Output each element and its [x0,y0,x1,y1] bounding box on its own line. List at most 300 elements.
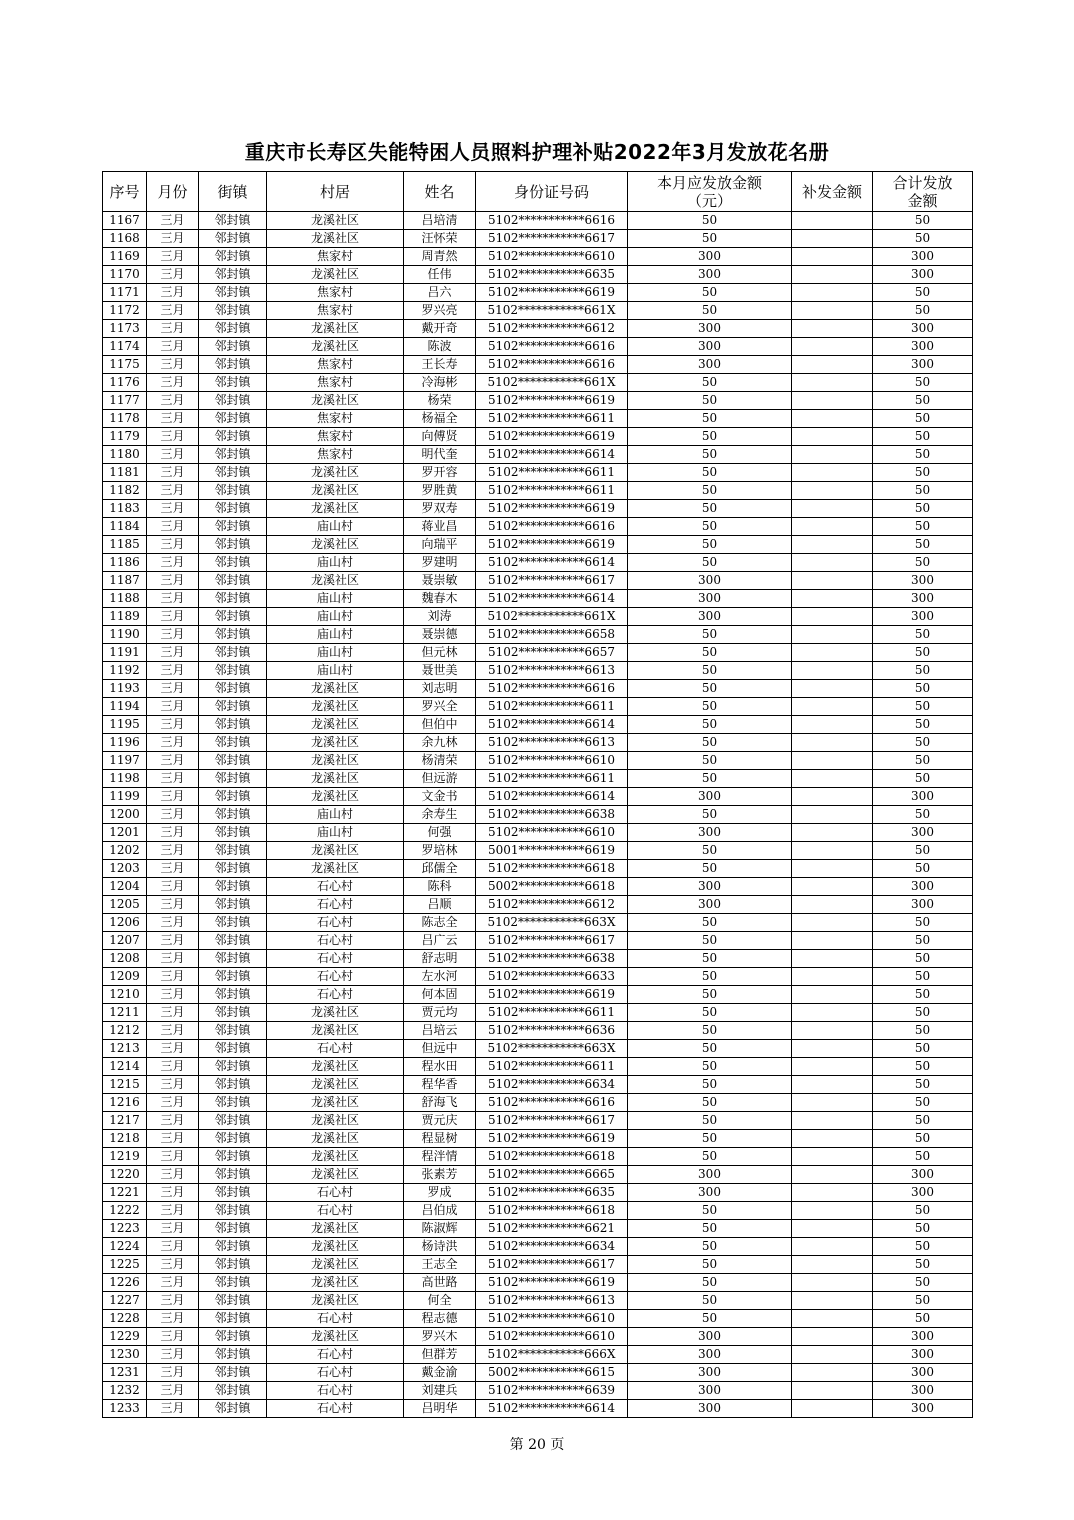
table-row [103,1076,973,1094]
cell-seq: 1183 [103,500,147,518]
cell-name: 吕六 [404,284,476,302]
cell-seq: 1210 [103,986,147,1004]
cell-supplement [792,284,873,302]
cell-supplement [792,536,873,554]
cell-town: 邻封镇 [199,248,267,266]
cell-name: 程泮情 [404,1148,476,1166]
cell-village: 庙山村 [267,662,404,680]
cell-supplement [792,392,873,410]
cell-name: 吕顺 [404,896,476,914]
cell-month: 三月 [147,464,199,482]
cell-name: 杨诗洪 [404,1238,476,1256]
cell-town: 邻封镇 [199,734,267,752]
cell-town: 邻封镇 [199,1256,267,1274]
table-row [103,302,973,320]
cell-village: 石心村 [267,1400,404,1418]
cell-id: 5102***********6614 [476,716,628,734]
header-town: 街镇 [199,172,267,212]
table-row [103,572,973,590]
cell-due-amount: 50 [628,1004,792,1022]
cell-total: 50 [873,662,973,680]
table-row [103,212,973,230]
table-row [103,788,973,806]
cell-month: 三月 [147,986,199,1004]
table-row [103,1364,973,1382]
cell-seq: 1208 [103,950,147,968]
cell-town: 邻封镇 [199,968,267,986]
table-row [103,914,973,932]
cell-village: 龙溪社区 [267,320,404,338]
cell-due-amount: 300 [628,572,792,590]
cell-seq: 1190 [103,626,147,644]
cell-month: 三月 [147,896,199,914]
cell-name: 程显树 [404,1130,476,1148]
cell-due-amount: 50 [628,1256,792,1274]
cell-village: 焦家村 [267,446,404,464]
cell-name: 刘建兵 [404,1382,476,1400]
cell-village: 庙山村 [267,806,404,824]
cell-month: 三月 [147,1202,199,1220]
cell-name: 戴开奇 [404,320,476,338]
cell-month: 三月 [147,1022,199,1040]
cell-month: 三月 [147,1400,199,1418]
cell-name: 吕明华 [404,1400,476,1418]
cell-town: 邻封镇 [199,230,267,248]
cell-town: 邻封镇 [199,752,267,770]
cell-name: 罗兴木 [404,1328,476,1346]
cell-id: 5102***********6638 [476,806,628,824]
cell-seq: 1217 [103,1112,147,1130]
cell-total: 300 [873,608,973,626]
cell-seq: 1181 [103,464,147,482]
cell-total: 50 [873,986,973,1004]
cell-town: 邻封镇 [199,1238,267,1256]
cell-month: 三月 [147,1274,199,1292]
cell-town: 邻封镇 [199,518,267,536]
cell-month: 三月 [147,1328,199,1346]
cell-month: 三月 [147,806,199,824]
table-row [103,950,973,968]
cell-id: 5102***********6611 [476,698,628,716]
cell-town: 邻封镇 [199,896,267,914]
cell-seq: 1178 [103,410,147,428]
cell-name: 陈波 [404,338,476,356]
cell-town: 邻封镇 [199,1274,267,1292]
cell-seq: 1213 [103,1040,147,1058]
cell-due-amount: 300 [628,1184,792,1202]
cell-name: 但远游 [404,770,476,788]
cell-name: 左水河 [404,968,476,986]
cell-village: 龙溪社区 [267,266,404,284]
cell-month: 三月 [147,428,199,446]
table-row [103,464,973,482]
cell-town: 邻封镇 [199,392,267,410]
cell-due-amount: 50 [628,230,792,248]
cell-due-amount: 50 [628,1274,792,1292]
cell-due-amount: 50 [628,932,792,950]
cell-town: 邻封镇 [199,860,267,878]
cell-village: 石心村 [267,914,404,932]
cell-supplement [792,1040,873,1058]
cell-month: 三月 [147,410,199,428]
cell-town: 邻封镇 [199,266,267,284]
cell-town: 邻封镇 [199,716,267,734]
cell-due-amount: 50 [628,1112,792,1130]
cell-name: 王志全 [404,1256,476,1274]
cell-id: 5102***********6612 [476,320,628,338]
cell-due-amount: 50 [628,302,792,320]
table-row [103,680,973,698]
cell-town: 邻封镇 [199,1310,267,1328]
header-total [873,172,973,212]
cell-town: 邻封镇 [199,1058,267,1076]
cell-total: 50 [873,698,973,716]
cell-total: 50 [873,302,973,320]
cell-month: 三月 [147,1040,199,1058]
cell-town: 邻封镇 [199,1022,267,1040]
cell-month: 三月 [147,590,199,608]
cell-name: 向傅贤 [404,428,476,446]
cell-seq: 1202 [103,842,147,860]
cell-total: 50 [873,464,973,482]
cell-village: 龙溪社区 [267,500,404,518]
cell-supplement [792,212,873,230]
cell-id: 5102***********6619 [476,986,628,1004]
cell-supplement [792,824,873,842]
cell-supplement [792,680,873,698]
table-row [103,410,973,428]
cell-due-amount: 300 [628,1346,792,1364]
cell-supplement [792,1184,873,1202]
cell-supplement [792,446,873,464]
cell-due-amount: 50 [628,860,792,878]
cell-total: 50 [873,752,973,770]
cell-due-amount: 50 [628,914,792,932]
cell-seq: 1194 [103,698,147,716]
cell-village: 焦家村 [267,302,404,320]
cell-total: 50 [873,446,973,464]
cell-village: 石心村 [267,1310,404,1328]
table-row [103,896,973,914]
cell-id: 5102***********6614 [476,554,628,572]
table-row [103,608,973,626]
cell-due-amount: 300 [628,1328,792,1346]
cell-supplement [792,500,873,518]
cell-id: 5102***********6619 [476,284,628,302]
cell-total: 300 [873,572,973,590]
cell-total: 300 [873,248,973,266]
cell-town: 邻封镇 [199,410,267,428]
cell-total: 50 [873,392,973,410]
cell-name: 但元林 [404,644,476,662]
cell-name: 张素芳 [404,1166,476,1184]
cell-total: 50 [873,932,973,950]
cell-month: 三月 [147,1220,199,1238]
cell-seq: 1204 [103,878,147,896]
cell-id: 5102***********6633 [476,968,628,986]
cell-id: 5102***********6611 [476,482,628,500]
cell-id: 5102***********6611 [476,1058,628,1076]
cell-due-amount: 50 [628,1310,792,1328]
cell-total: 50 [873,518,973,536]
cell-seq: 1220 [103,1166,147,1184]
cell-town: 邻封镇 [199,1148,267,1166]
cell-name: 罗胜黄 [404,482,476,500]
cell-id: 5102***********661X [476,302,628,320]
table-row [103,230,973,248]
cell-id: 5102***********6614 [476,590,628,608]
cell-id: 5102***********6612 [476,896,628,914]
cell-due-amount: 50 [628,770,792,788]
cell-total: 50 [873,950,973,968]
cell-month: 三月 [147,1364,199,1382]
cell-id: 5102***********6617 [476,1256,628,1274]
cell-total: 50 [873,1112,973,1130]
table-row [103,968,973,986]
cell-name: 陈科 [404,878,476,896]
cell-supplement [792,932,873,950]
cell-due-amount: 50 [628,374,792,392]
cell-id: 5102***********6613 [476,1292,628,1310]
table-row [103,770,973,788]
cell-name: 刘志明 [404,680,476,698]
cell-due-amount: 50 [628,410,792,428]
cell-village: 庙山村 [267,824,404,842]
header-total-line1: 合计发放 [892,173,953,192]
cell-town: 邻封镇 [199,1328,267,1346]
cell-supplement [792,1346,873,1364]
cell-id: 5002***********6615 [476,1364,628,1382]
cell-supplement [792,518,873,536]
cell-supplement [792,770,873,788]
cell-month: 三月 [147,1184,199,1202]
cell-month: 三月 [147,860,199,878]
cell-village: 石心村 [267,1346,404,1364]
cell-town: 邻封镇 [199,212,267,230]
cell-total: 300 [873,338,973,356]
cell-total: 300 [873,1382,973,1400]
table-row [103,356,973,374]
cell-village: 石心村 [267,986,404,1004]
cell-id: 5102***********6638 [476,950,628,968]
table-row [103,1058,973,1076]
cell-village: 焦家村 [267,428,404,446]
cell-supplement [792,1400,873,1418]
table-row [103,1328,973,1346]
cell-seq: 1207 [103,932,147,950]
cell-supplement [792,428,873,446]
cell-supplement [792,1310,873,1328]
cell-seq: 1186 [103,554,147,572]
cell-seq: 1198 [103,770,147,788]
cell-id: 5102***********6634 [476,1238,628,1256]
cell-town: 邻封镇 [199,446,267,464]
cell-seq: 1224 [103,1238,147,1256]
cell-town: 邻封镇 [199,932,267,950]
cell-due-amount: 300 [628,608,792,626]
cell-due-amount: 50 [628,752,792,770]
cell-town: 邻封镇 [199,878,267,896]
header-due-line2: （元） [686,191,732,210]
cell-town: 邻封镇 [199,1400,267,1418]
cell-village: 龙溪社区 [267,1256,404,1274]
cell-supplement [792,1202,873,1220]
cell-town: 邻封镇 [199,950,267,968]
table-row [103,248,973,266]
table-row [103,842,973,860]
header-name: 姓名 [404,172,476,212]
cell-town: 邻封镇 [199,698,267,716]
cell-total: 50 [873,1004,973,1022]
cell-month: 三月 [147,1166,199,1184]
cell-supplement [792,1274,873,1292]
cell-seq: 1184 [103,518,147,536]
cell-village: 石心村 [267,896,404,914]
cell-village: 龙溪社区 [267,1148,404,1166]
cell-total: 300 [873,1328,973,1346]
cell-due-amount: 300 [628,248,792,266]
cell-name: 冷海彬 [404,374,476,392]
cell-seq: 1230 [103,1346,147,1364]
cell-village: 石心村 [267,878,404,896]
cell-name: 刘涛 [404,608,476,626]
cell-due-amount: 50 [628,1094,792,1112]
cell-name: 明代奎 [404,446,476,464]
cell-id: 5102***********6616 [476,338,628,356]
cell-seq: 1231 [103,1364,147,1382]
cell-supplement [792,752,873,770]
cell-total: 50 [873,968,973,986]
cell-village: 龙溪社区 [267,716,404,734]
table-row [103,1112,973,1130]
cell-seq: 1229 [103,1328,147,1346]
cell-total: 50 [873,734,973,752]
cell-month: 三月 [147,230,199,248]
header-id: 身份证号码 [476,172,628,212]
cell-seq: 1170 [103,266,147,284]
cell-seq: 1221 [103,1184,147,1202]
cell-due-amount: 50 [628,536,792,554]
cell-name: 何全 [404,1292,476,1310]
cell-total: 300 [873,1184,973,1202]
cell-due-amount: 50 [628,662,792,680]
cell-village: 龙溪社区 [267,860,404,878]
table-row [103,590,973,608]
cell-due-amount: 50 [628,986,792,1004]
cell-due-amount: 50 [628,1202,792,1220]
cell-village: 庙山村 [267,554,404,572]
cell-month: 三月 [147,212,199,230]
cell-month: 三月 [147,716,199,734]
cell-due-amount: 50 [628,1058,792,1076]
table-row [103,1094,973,1112]
cell-seq: 1171 [103,284,147,302]
cell-due-amount: 50 [628,554,792,572]
cell-due-amount: 50 [628,1292,792,1310]
cell-id: 5102***********6613 [476,662,628,680]
cell-id: 5102***********6639 [476,1382,628,1400]
cell-month: 三月 [147,932,199,950]
cell-total: 50 [873,482,973,500]
cell-village: 石心村 [267,1202,404,1220]
cell-town: 邻封镇 [199,626,267,644]
cell-total: 50 [873,914,973,932]
cell-due-amount: 50 [628,950,792,968]
cell-village: 焦家村 [267,410,404,428]
cell-due-amount: 300 [628,590,792,608]
cell-name: 程水田 [404,1058,476,1076]
cell-total: 50 [873,428,973,446]
cell-seq: 1214 [103,1058,147,1076]
cell-village: 龙溪社区 [267,1238,404,1256]
cell-supplement [792,482,873,500]
cell-town: 邻封镇 [199,806,267,824]
cell-seq: 1222 [103,1202,147,1220]
cell-supplement [792,554,873,572]
cell-supplement [792,410,873,428]
cell-month: 三月 [147,680,199,698]
cell-town: 邻封镇 [199,1094,267,1112]
cell-name: 罗培林 [404,842,476,860]
cell-town: 邻封镇 [199,1004,267,1022]
cell-seq: 1218 [103,1130,147,1148]
cell-supplement [792,842,873,860]
cell-supplement [792,896,873,914]
header-total-line2: 金额 [907,191,938,210]
cell-name: 罗双寿 [404,500,476,518]
cell-id: 5102***********6619 [476,1130,628,1148]
cell-id: 5102***********6611 [476,464,628,482]
cell-town: 邻封镇 [199,464,267,482]
cell-name: 蒋业昌 [404,518,476,536]
cell-village: 焦家村 [267,284,404,302]
cell-id: 5102***********663X [476,1040,628,1058]
cell-id: 5102***********6617 [476,572,628,590]
cell-month: 三月 [147,1058,199,1076]
cell-seq: 1193 [103,680,147,698]
header-due-line1: 本月应发放金额 [656,173,762,192]
cell-supplement [792,338,873,356]
cell-supplement [792,878,873,896]
cell-village: 石心村 [267,1184,404,1202]
cell-total: 50 [873,1058,973,1076]
cell-name: 戴金渝 [404,1364,476,1382]
cell-month: 三月 [147,392,199,410]
cell-total: 50 [873,1256,973,1274]
cell-seq: 1174 [103,338,147,356]
cell-town: 邻封镇 [199,1220,267,1238]
cell-town: 邻封镇 [199,644,267,662]
cell-seq: 1168 [103,230,147,248]
cell-village: 石心村 [267,932,404,950]
cell-total: 50 [873,1238,973,1256]
cell-supplement [792,1166,873,1184]
cell-total: 50 [873,1094,973,1112]
cell-village: 焦家村 [267,356,404,374]
cell-village: 龙溪社区 [267,1274,404,1292]
cell-seq: 1228 [103,1310,147,1328]
cell-id: 5102***********6634 [476,1076,628,1094]
cell-month: 三月 [147,518,199,536]
cell-town: 邻封镇 [199,1166,267,1184]
cell-id: 5102***********6619 [476,536,628,554]
table-row [103,644,973,662]
cell-id: 5102***********661X [476,608,628,626]
cell-month: 三月 [147,536,199,554]
cell-month: 三月 [147,482,199,500]
cell-total: 50 [873,1130,973,1148]
cell-id: 5102***********6614 [476,788,628,806]
